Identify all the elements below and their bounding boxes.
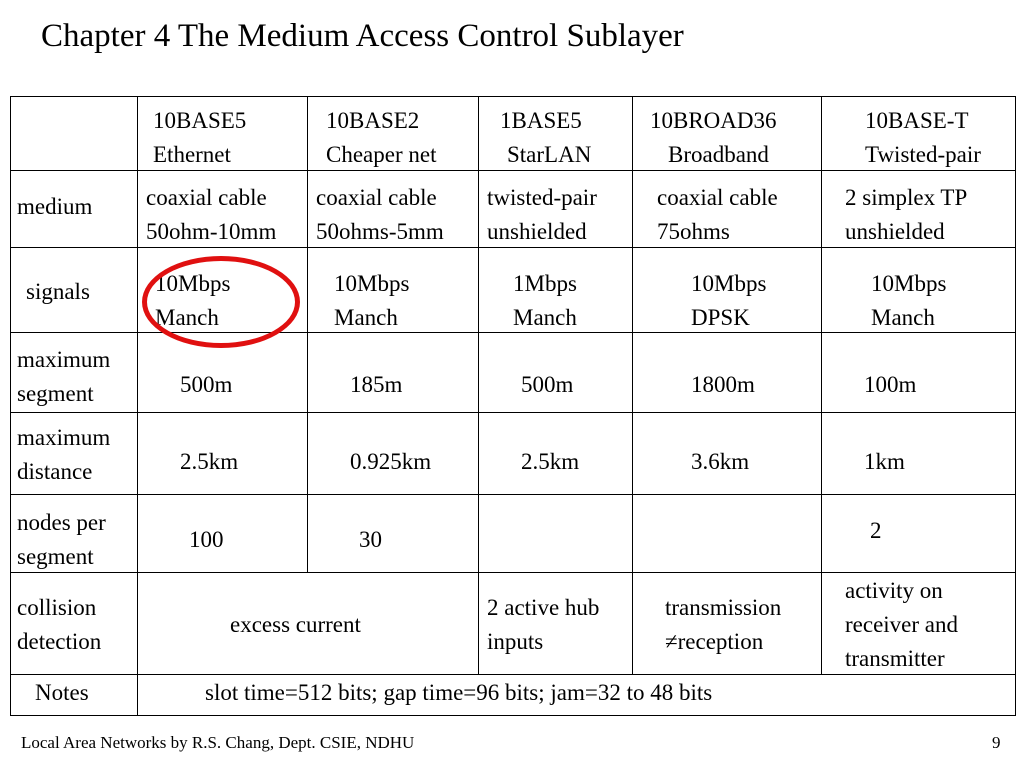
row-label-max-distance: maximum distance (17, 425, 111, 484)
cell-max-distance-10base2: 0.925km (350, 449, 432, 474)
cell-max-segment-10base-t: 100m (864, 372, 917, 397)
cell-medium-10base-t: 2 simplex TP unshielded (845, 185, 968, 244)
cell-collision-excess-current: excess current (230, 612, 361, 637)
cell-signals-10base2: 10Mbps Manch (334, 271, 410, 330)
cell-max-segment-1base5: 500m (521, 372, 574, 397)
cell-medium-10base5: coaxial cable 50ohm-10mm (146, 185, 277, 244)
cell-max-distance-10base-t: 1km (864, 449, 905, 474)
cell-medium-10broad36: coaxial cable 75ohms (657, 185, 778, 244)
row-label-medium: medium (17, 194, 93, 219)
row-label-collision-detection: collision detection (17, 595, 102, 654)
row-label-signals: signals (26, 279, 90, 304)
cell-max-distance-10broad36: 3.6km (691, 449, 750, 474)
row-label-max-segment: maximum segment (17, 347, 111, 406)
row-divider (11, 572, 1015, 573)
row-divider (11, 494, 1015, 495)
col-header-1base5: 1BASE5 StarLAN (500, 108, 592, 167)
cell-signals-1base5: 1Mbps Manch (513, 271, 577, 330)
cell-nodes-10base2: 30 (359, 527, 382, 552)
col-header-10base2: 10BASE2 Cheaper net (326, 108, 437, 167)
cell-max-segment-10broad36: 1800m (691, 372, 755, 397)
cell-signals-10base5: 10Mbps Manch (155, 271, 231, 330)
cell-max-segment-10base5: 500m (180, 372, 233, 397)
cell-signals-10base-t: 10Mbps Manch (871, 271, 947, 330)
cell-max-distance-1base5: 2.5km (521, 449, 580, 474)
cell-collision-1base5: 2 active hub inputs (487, 595, 600, 654)
cell-max-distance-10base5: 2.5km (180, 449, 239, 474)
cell-signals-10broad36: 10Mbps DPSK (691, 271, 767, 330)
cell-nodes-10base5: 100 (189, 527, 224, 552)
footer-credit: Local Area Networks by R.S. Chang, Dept. CSIE, NDHU (21, 733, 415, 752)
cell-notes-text: slot time=512 bits; gap time=96 bits; jam=32 to 48 bits (205, 680, 713, 705)
cell-collision-10base-t: activity on receiver and transmitter (845, 578, 959, 671)
highlight-circle (142, 256, 300, 348)
column-divider (137, 97, 138, 715)
cell-max-segment-10base2: 185m (350, 372, 403, 397)
cell-medium-10base2: coaxial cable 50ohms-5mm (316, 185, 444, 244)
col-header-10base-t: 10BASE-T Twisted-pair (865, 108, 981, 167)
column-divider (478, 97, 479, 674)
row-label-nodes-per-segment: nodes per segment (17, 510, 106, 569)
col-header-10broad36: 10BROAD36 Broadband (650, 108, 777, 167)
cell-medium-1base5: twisted-pair unshielded (487, 185, 597, 244)
slide-title: Chapter 4 The Medium Access Control Sublayer (41, 18, 684, 54)
cell-collision-10broad36: transmission ≠reception (665, 595, 782, 654)
column-divider (821, 97, 822, 674)
row-label-notes: Notes (35, 680, 89, 705)
cell-nodes-10base-t: 2 (870, 518, 882, 543)
col-header-10base5: 10BASE5 Ethernet (153, 108, 247, 167)
page-number: 9 (992, 733, 1001, 752)
column-divider (307, 97, 308, 572)
row-divider (11, 412, 1015, 413)
column-divider (632, 97, 633, 674)
